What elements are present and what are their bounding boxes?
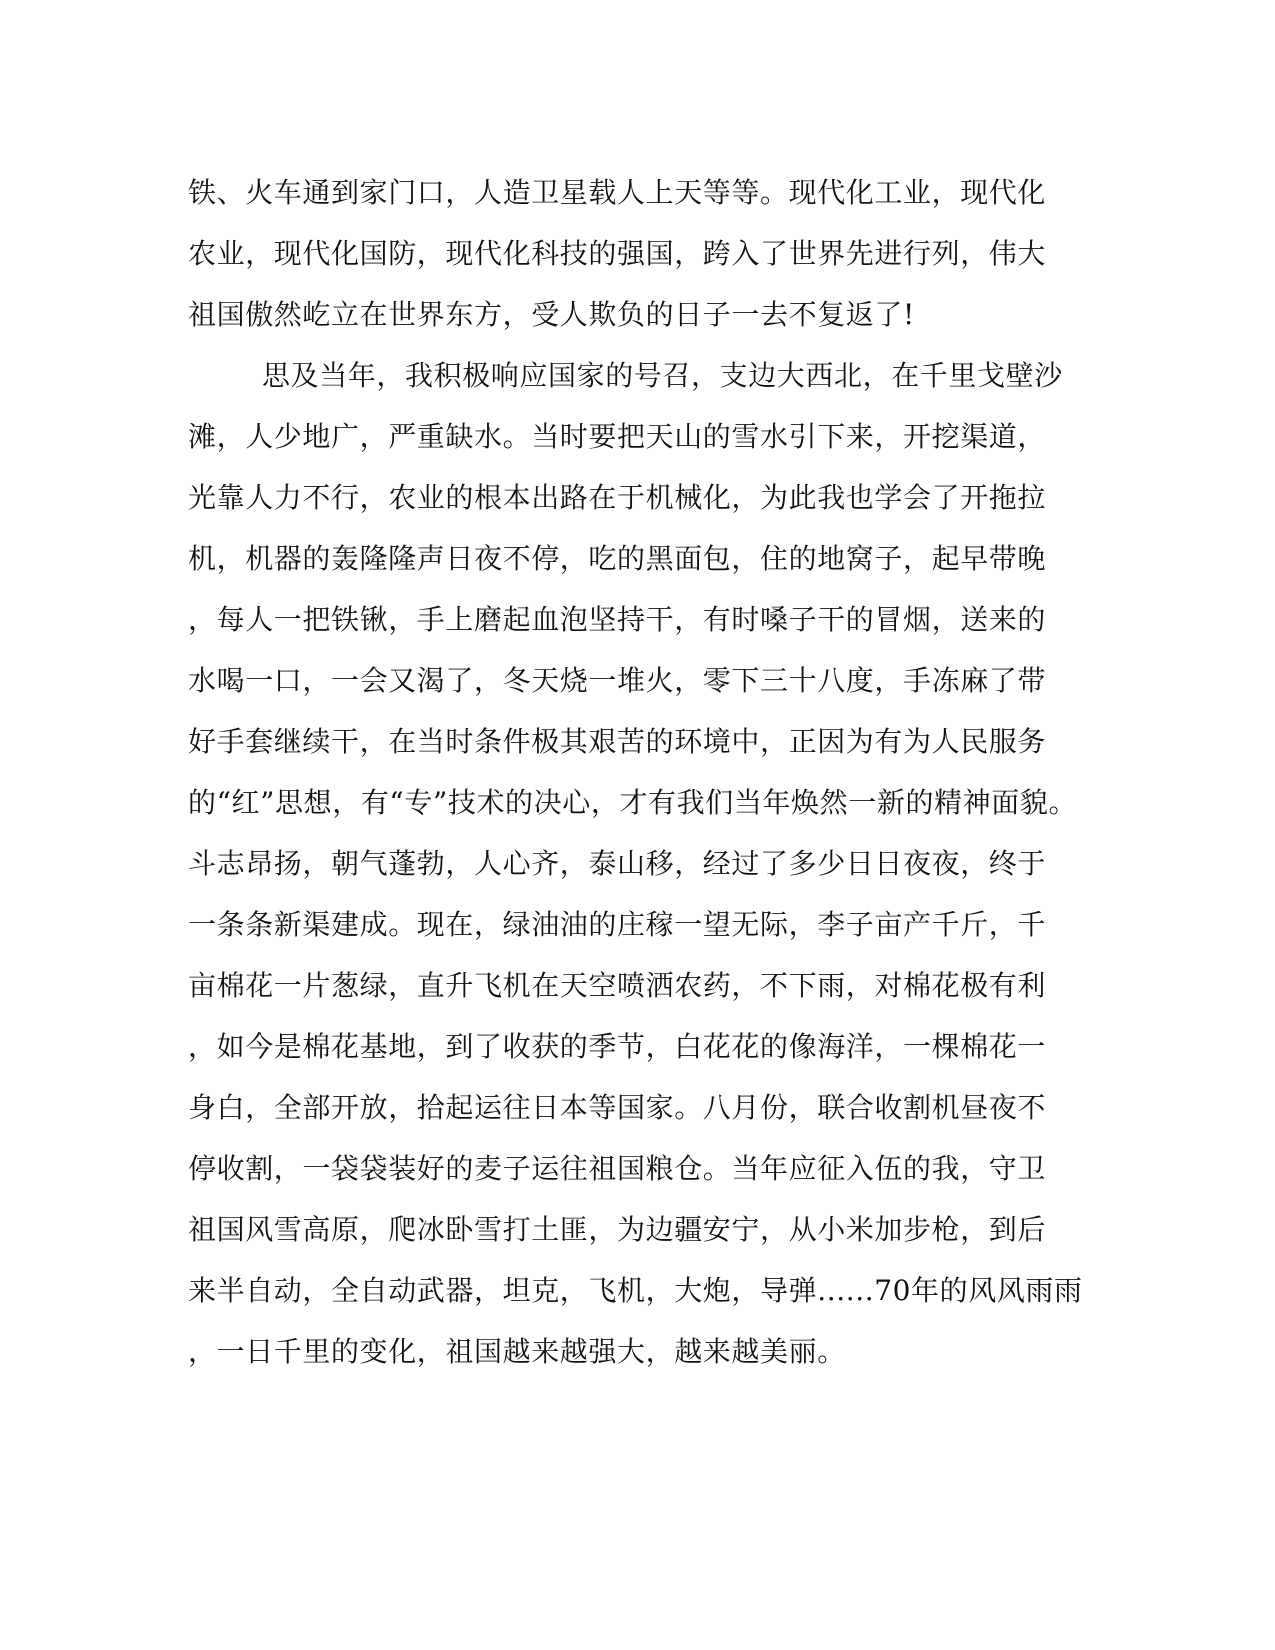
paragraph-2-line-17: ，一日千里的变化，祖国越来越强大，越来越美丽。 (188, 1335, 846, 1368)
paragraph-2-line-5: ，每人一把铁锹，手上磨起血泡坚持干，有时嗓子干的冒烟，送来的 (188, 603, 1047, 636)
paragraph-1-line-3: 祖国傲然屹立在世界东方，受人欺负的日子一去不复返了! (188, 298, 915, 331)
body-text (188, 162, 1088, 1382)
paragraph-2-line-3: 光靠人力不行，农业的根本出路在于机械化，为此我也学会了开拖拉 (188, 481, 1047, 514)
paragraph-1-line-2: 农业，现代化国防，现代化科技的强国，跨入了世界先进行列，伟大 (188, 237, 1047, 270)
paragraph-2-line-12: ，如今是棉花基地，到了收获的季节，白花花的像海洋，一棵棉花一 (188, 1030, 1047, 1063)
paragraph-2-line-15: 祖国风雪高原，爬冰卧雪打土匪，为边疆安宁，从小米加步枪，到后 (188, 1213, 1047, 1246)
paragraph-2-line-2: 滩，人少地广，严重缺水。当时要把天山的雪水引下来，开挖渠道， (188, 420, 1047, 453)
paragraph-2-line-9: 斗志昂扬，朝气蓬勃，人心齐，泰山移，经过了多少日日夜夜，终于 (188, 847, 1047, 880)
paragraph-2-line-7: 好手套继续干，在当时条件极其艰苦的环境中，正因为有为人民服务 (188, 725, 1047, 758)
paragraph-2-line-1: 思及当年，我积极响应国家的号召，支边大西北，在千里戈壁沙 (262, 359, 1063, 392)
paragraph-2-line-10: 一条条新渠建成。现在，绿油油的庄稼一望无际，李子亩产千斤，千 (188, 908, 1047, 941)
paragraph-2-line-6: 水喝一口，一会又渴了，冬天烧一堆火，零下三十八度，手冻麻了带 (188, 664, 1047, 697)
paragraph-2-line-8: 的“红”思想，有“专”技术的决心，才有我们当年焕然一新的精神面貌。 (188, 786, 1078, 819)
paragraph-2-line-11: 亩棉花一片葱绿，直升飞机在天空喷洒农药，不下雨，对棉花极有利 (188, 969, 1047, 1002)
paragraph-1-line-1: 铁、火车通到家门口，人造卫星载人上天等等。现代化工业，现代化 (188, 176, 1047, 209)
paragraph-2-line-13: 身白，全部开放，拾起运往日本等国家。八月份，联合收割机昼夜不 (188, 1091, 1047, 1124)
paragraph-2-line-4: 机，机器的轰隆隆声日夜不停，吃的黑面包，住的地窝子，起早带晚 (188, 542, 1047, 575)
paragraph-2-line-14: 停收割，一袋袋装好的麦子运往祖国粮仓。当年应征入伍的我，守卫 (188, 1152, 1047, 1185)
paragraph-2-line-16: 来半自动，全自动武器，坦克，飞机，大炮，导弹......70年的风风雨雨 (188, 1274, 1083, 1307)
